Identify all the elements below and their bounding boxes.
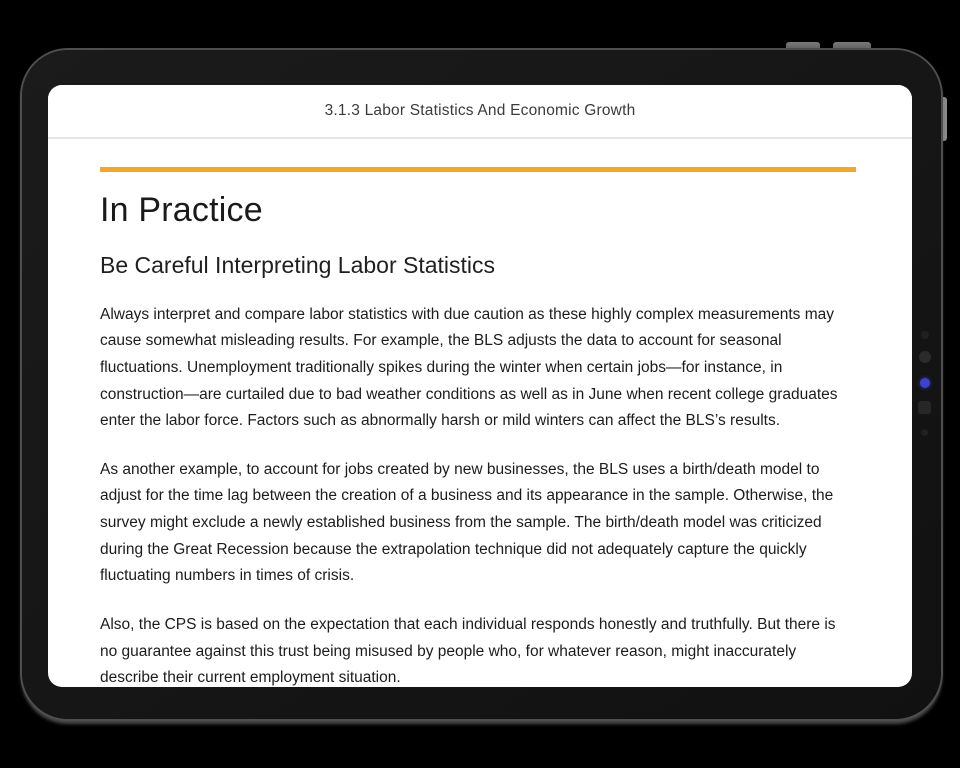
bezel-dot-active-icon	[920, 378, 930, 388]
body-paragraph: As another example, to account for jobs created by new businesses, the BLS uses a birth/death model to adjust for the time lag between the creation of a business and its appearance in the sample. Otherwise, the survey might exclude a newly established business from the sample. The birth/death model was criticized during the Great Recession because the extrapolation technique did not adequately capture the quickly fluctuating numbers in times of crisis.	[100, 460, 834, 585]
body-paragraph: Always interpret and compare labor statistics with due caution as these highly complex measurements may cause somewhat misleading results. For example, the BLS adjusts the data to account for seasonal fluctuations. Unemployment traditionally spikes during the winter when certain jobs—for instance, in construction—are curtailed due to bad weather conditions as well as in June when recent college graduates enter the labor force. Factors such as abnormally harsh or mild winters can affect the BLS’s results.	[100, 305, 838, 430]
bezel-dot-icon	[919, 351, 931, 363]
accent-divider	[100, 167, 856, 172]
body-paragraph: Also, the CPS is based on the expectation that each individual responds honestly and truthfully. But there is no guarantee against this trust being misused by people who, for whatever reason, might inaccurately describe their current employment situation.	[100, 616, 836, 687]
tablet-frame	[22, 50, 941, 719]
bezel-dot-icon	[918, 401, 931, 414]
bezel-dot-icon	[921, 429, 928, 436]
lesson-content[interactable]	[48, 167, 912, 687]
section-heading: In Practice	[100, 191, 263, 229]
lesson-title: 3.1.3 Labor Statistics And Economic Growth	[324, 102, 636, 119]
tablet-screen	[48, 85, 912, 687]
lesson-header	[48, 85, 912, 139]
section-subheading: Be Careful Interpreting Labor Statistics	[100, 251, 496, 278]
bezel-dot-icon	[921, 331, 929, 339]
